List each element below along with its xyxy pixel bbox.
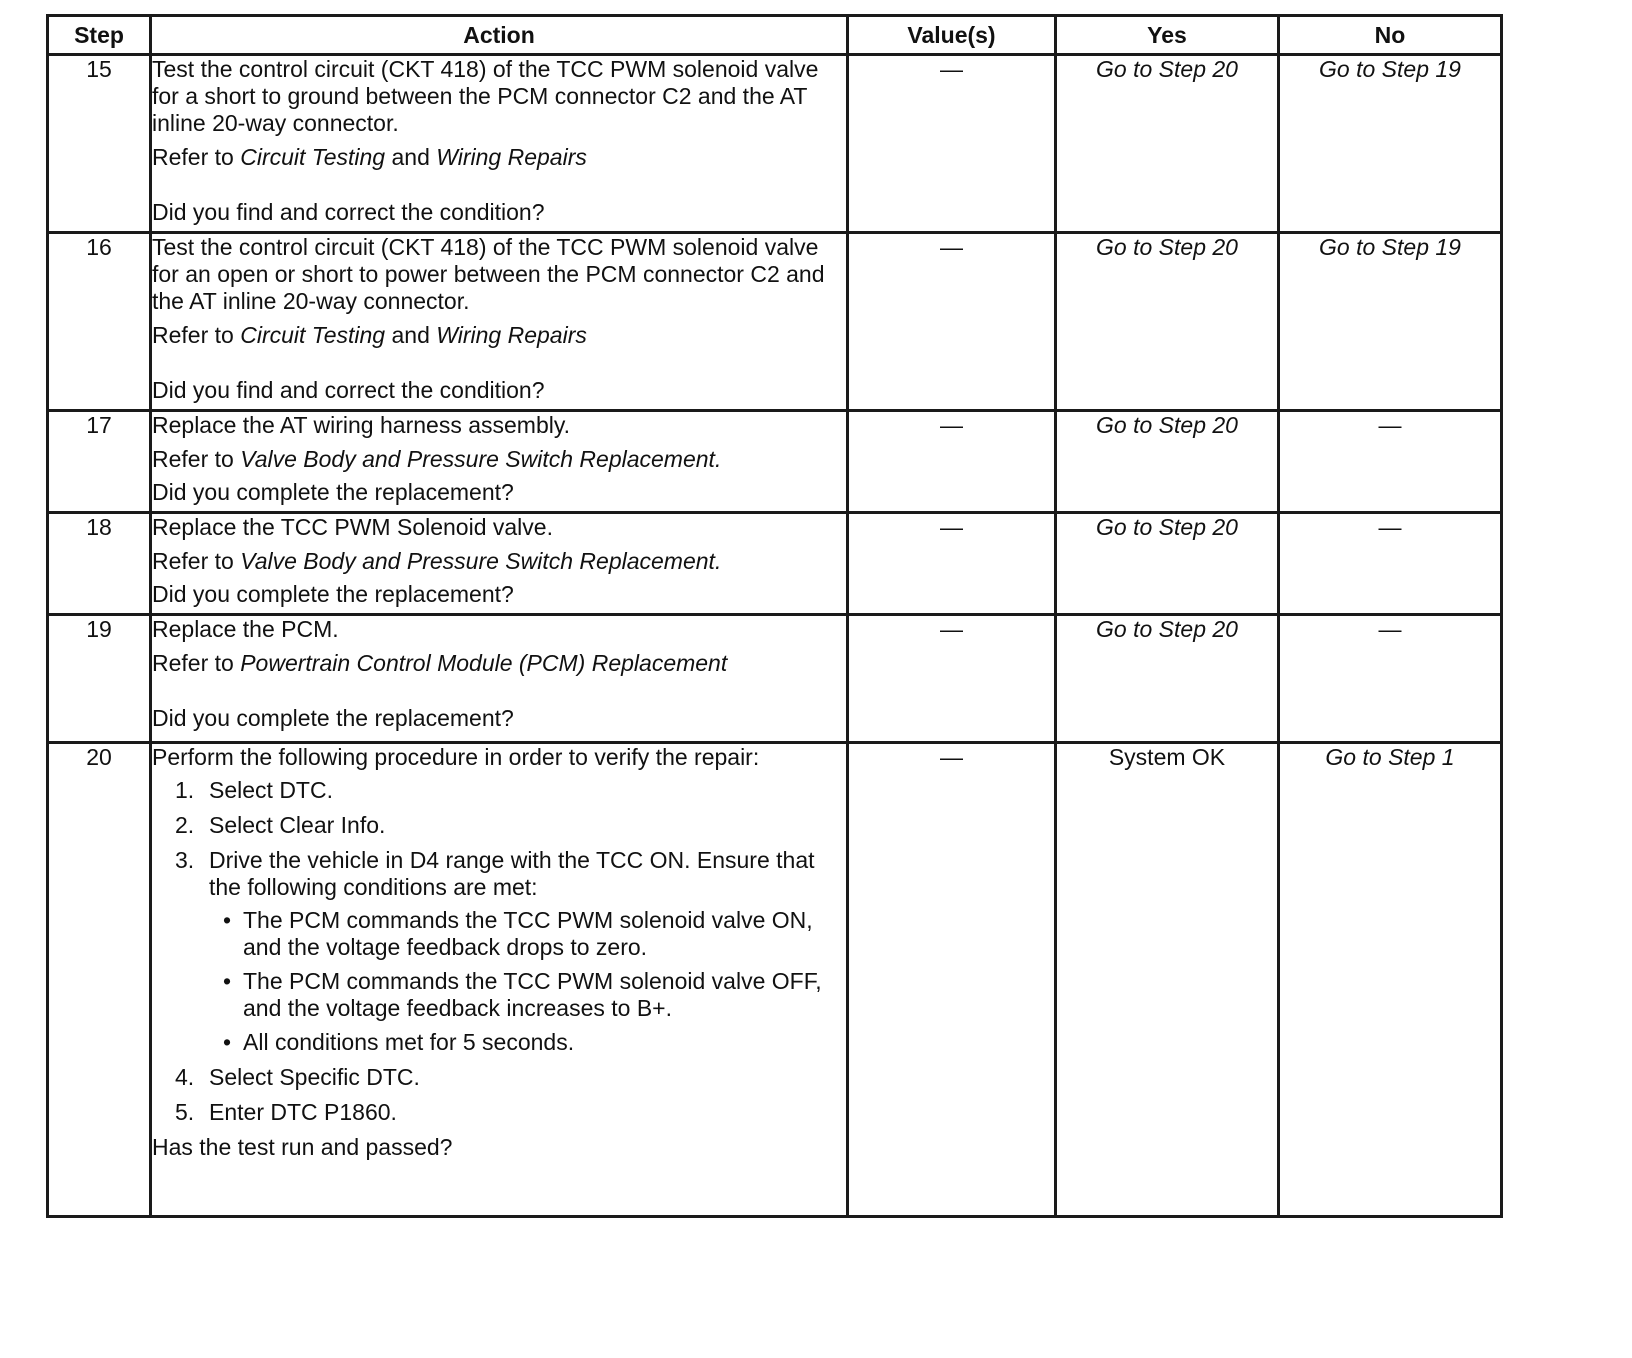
header-action: Action xyxy=(151,16,848,55)
ref-circuit-testing: Circuit Testing xyxy=(240,322,386,348)
ref-pcm-replacement: Powertrain Control Module (PCM) Replacement xyxy=(240,650,728,676)
no-cell: Go to Step 19 xyxy=(1279,55,1502,233)
action-cell xyxy=(151,55,848,233)
no-cell: Go to Step 1 xyxy=(1279,743,1502,1217)
condition-text: All conditions met for 5 seconds. xyxy=(243,1029,575,1055)
action-text: Replace the AT wiring harness assembly. xyxy=(152,412,571,438)
yes-cell: Go to Step 20 xyxy=(1056,411,1279,513)
yes-cell: Go to Step 20 xyxy=(1056,233,1279,411)
table-row xyxy=(48,615,1502,743)
procedure-steps xyxy=(152,777,846,1126)
action-question: Did you find and correct the condition? xyxy=(152,377,545,403)
list-item xyxy=(175,1099,846,1126)
value-cell: — xyxy=(848,615,1056,743)
action-cell xyxy=(151,615,848,743)
action-question: Did you complete the replacement? xyxy=(152,705,514,731)
step-num: 4. xyxy=(175,1064,195,1090)
step-num: 3. xyxy=(175,847,195,873)
step-num: 5. xyxy=(175,1099,195,1125)
refer-prefix: Refer to xyxy=(152,322,241,348)
step-num: 2. xyxy=(175,812,195,838)
refer-and: and xyxy=(385,322,437,348)
action-question: Has the test run and passed? xyxy=(152,1134,453,1160)
list-item xyxy=(209,907,846,961)
refer-prefix: Refer to xyxy=(152,650,241,676)
step-text: Select Specific DTC. xyxy=(209,1064,420,1090)
step-number: 17 xyxy=(48,411,151,513)
header-step: Step xyxy=(48,16,151,55)
refer-prefix: Refer to xyxy=(152,446,241,472)
action-cell xyxy=(151,513,848,615)
list-item xyxy=(175,812,846,839)
refer-line xyxy=(152,650,846,677)
action-cell xyxy=(151,411,848,513)
refer-prefix: Refer to xyxy=(152,144,241,170)
list-item xyxy=(209,968,846,1022)
action-text: Replace the TCC PWM Solenoid valve. xyxy=(152,514,553,540)
ref-circuit-testing: Circuit Testing xyxy=(240,144,386,170)
list-item xyxy=(175,1064,846,1091)
header-values: Value(s) xyxy=(848,16,1056,55)
ref-wiring-repairs: Wiring Repairs xyxy=(436,144,587,170)
value-cell: — xyxy=(848,411,1056,513)
step-num: 1. xyxy=(175,777,195,803)
action-text: Test the control circuit (CKT 418) of the TCC PWM solenoid valve for an open or short to power between the PCM connector C2 and the AT inline 20-way connector. xyxy=(152,234,825,314)
action-text: Replace the PCM. xyxy=(152,616,339,642)
table-row xyxy=(48,411,1502,513)
step-number: 18 xyxy=(48,513,151,615)
ref-valve-body-replacement: Valve Body and Pressure Switch Replacement. xyxy=(240,548,722,574)
list-item xyxy=(209,1029,846,1056)
action-text: Test the control circuit (CKT 418) of the TCC PWM solenoid valve for a short to ground between the PCM connector C2 and the AT inline 20-way connector. xyxy=(152,56,819,136)
list-item xyxy=(175,777,846,804)
bullet-icon: • xyxy=(222,968,231,994)
step-number: 16 xyxy=(48,233,151,411)
action-question: Did you complete the replacement? xyxy=(152,479,514,505)
step-text-with-conditions xyxy=(209,847,846,1056)
action-intro: Perform the following procedure in order to verify the repair: xyxy=(152,744,760,770)
action-cell xyxy=(151,743,848,1217)
refer-line xyxy=(152,144,846,171)
yes-cell: Go to Step 20 xyxy=(1056,615,1279,743)
action-question: Did you find and correct the condition? xyxy=(152,199,545,225)
step-number: 20 xyxy=(48,743,151,1217)
value-cell: — xyxy=(848,743,1056,1217)
refer-and: and xyxy=(385,144,437,170)
condition-text: The PCM commands the TCC PWM solenoid valve ON, and the voltage feedback drops to zero. xyxy=(243,907,813,960)
yes-cell: System OK xyxy=(1056,743,1279,1217)
header-no: No xyxy=(1279,16,1502,55)
header-row xyxy=(48,16,1502,55)
header-yes: Yes xyxy=(1056,16,1279,55)
value-cell: — xyxy=(848,513,1056,615)
action-question: Did you complete the replacement? xyxy=(152,581,514,607)
diagnostic-table xyxy=(46,14,1503,1218)
table-row xyxy=(48,55,1502,233)
table-row xyxy=(48,233,1502,411)
value-cell: — xyxy=(848,55,1056,233)
no-cell: — xyxy=(1279,615,1502,743)
step-text: Drive the vehicle in D4 range with the TCC ON. Ensure that the following conditions are met: xyxy=(209,847,815,900)
table-row xyxy=(48,743,1502,1217)
ref-wiring-repairs: Wiring Repairs xyxy=(436,322,587,348)
condition-text: The PCM commands the TCC PWM solenoid valve OFF, and the voltage feedback increases to B+. xyxy=(243,968,822,1021)
step-number: 19 xyxy=(48,615,151,743)
step-number: 15 xyxy=(48,55,151,233)
action-cell xyxy=(151,233,848,411)
no-cell: — xyxy=(1279,513,1502,615)
no-cell: — xyxy=(1279,411,1502,513)
refer-line xyxy=(152,446,846,473)
value-cell: — xyxy=(848,233,1056,411)
no-cell: Go to Step 19 xyxy=(1279,233,1502,411)
bullet-icon: • xyxy=(222,907,231,933)
yes-cell: Go to Step 20 xyxy=(1056,513,1279,615)
step-text: Enter DTC P1860. xyxy=(209,1099,397,1125)
refer-line xyxy=(152,548,846,575)
step-text: Select DTC. xyxy=(209,777,333,803)
condition-list xyxy=(209,907,846,1056)
bullet-icon: • xyxy=(222,1029,231,1055)
table-row xyxy=(48,513,1502,615)
yes-cell: Go to Step 20 xyxy=(1056,55,1279,233)
refer-line xyxy=(152,322,846,349)
ref-valve-body-replacement: Valve Body and Pressure Switch Replacement. xyxy=(240,446,722,472)
list-item xyxy=(175,847,846,1056)
refer-prefix: Refer to xyxy=(152,548,241,574)
step-text: Select Clear Info. xyxy=(209,812,386,838)
